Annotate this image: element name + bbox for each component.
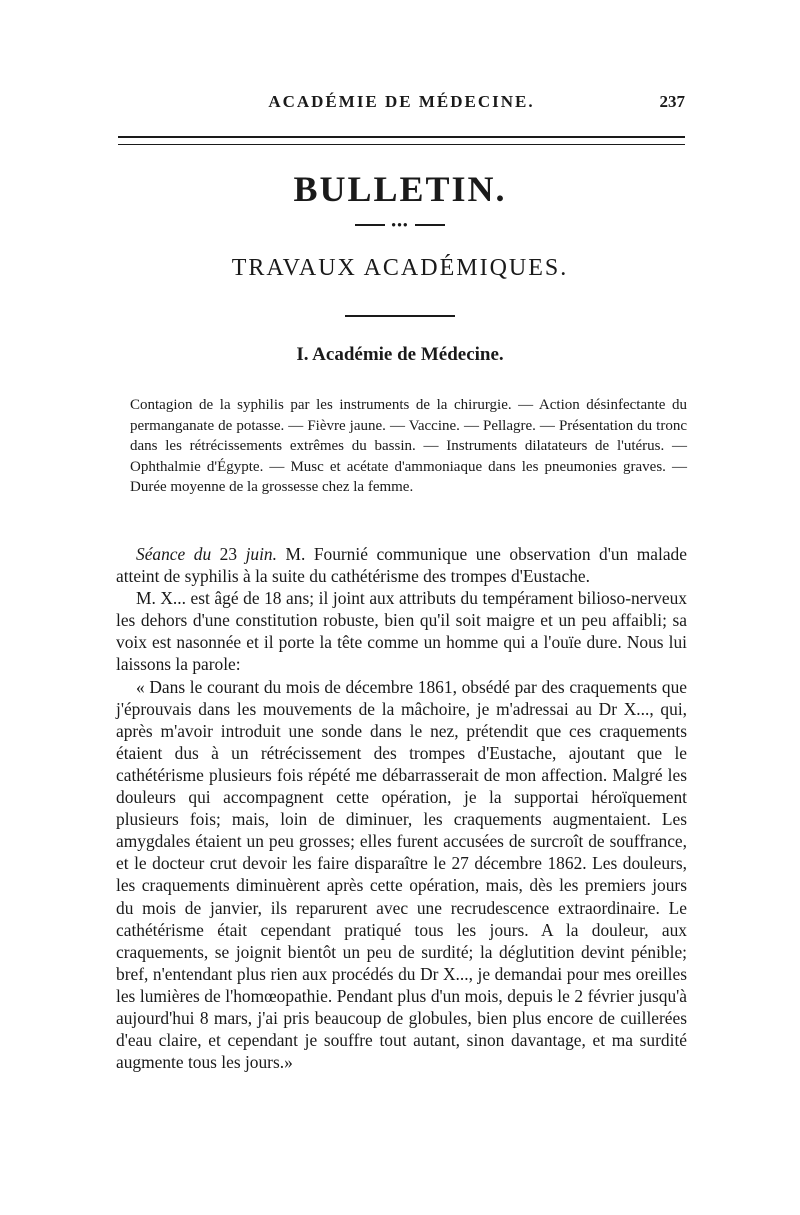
page-number: 237	[659, 92, 685, 111]
subsection-title: I. Académie de Médecine.	[296, 344, 504, 365]
ornament-line-right	[415, 224, 445, 226]
bulletin-title: BULLETIN.	[293, 169, 507, 209]
seance-label: Séance du	[136, 544, 212, 564]
ornament-dots-icon: ●●●	[391, 220, 409, 229]
ornament-divider	[355, 221, 445, 229]
seance-date-month: juin.	[245, 544, 277, 564]
paragraph-patient: M. X... est âgé de 18 ans; il joint aux attributs du tempérament bilioso-nerveux les dehors d'une constitution robuste, bien qu'il soit maigre et un peu affaibli; sa voix est nasonnée et il porte la tête comme un homme qui a l'ouïe dure. Nous lui laissons la parole:	[116, 588, 687, 675]
paragraph-seance	[116, 543, 687, 587]
seance-text: M. Fournié communique une observation d'un malade atteint de syphilis à la suite du cathétérisme des trompes d'Eustache.	[116, 544, 687, 587]
running-title: ACADÉMIE DE MÉDECINE.	[268, 92, 535, 111]
header-double-rule	[118, 136, 685, 145]
ornament-line-left	[355, 224, 385, 226]
section-title: TRAVAUX ACADÉMIQUES.	[231, 255, 569, 281]
body-text	[116, 543, 687, 1073]
paragraph-quote: « Dans le courant du mois de décembre 1861, obsédé par des craquements que j'éprouvais dans les mouvements de la mâchoire, je m'adressai au Dr X..., qui, après m'avoir introduit une sonde dans le nez, prétendit que ces craquements étaient dus à un rétrécissement des trompes d'Eustache, ajoutant que le cathétérisme plusieurs fois répété me débarrasserait de mon affection. Malgré les douleurs qui accompagnent cette opération, je la supportai héroïquement plusieurs fois; mais, loin de diminuer, les craquements augmentaient. Les amygdales étaient un peu grosses; elles furent accusées de surcroît de souffrance, et le docteur crut devoir les faire disparaître le 27 décembre 1862. Les douleurs, les craquements diminuèrent après cette opération, mais, dès les premiers jours du mois de janvier, ils reparurent avec une recrudescence extraordinaire. Le cathétérisme était cependant pratiqué tous les jours. A la douleur, aux craquements, se joignit bientôt un peu de surdité; la déglutition devint pénible; bref, n'entendant plus rien aux procédés du Dr X..., je demandai pour mes oreilles les lumières de l'homœopathie. Pendant plus d'un mois, depuis le 2 février jusqu'à aujourd'hui 8 mars, j'ai pris beaucoup de globules, bien plus encore de cuillerées d'eau claire, et cependant je souffre tout autant, sinon davantage, et ma surdité augmente tous les jours.»	[116, 676, 687, 1073]
summary-paragraph: Contagion de la syphilis par les instruments de la chirurgie. — Action désinfectante du permanganate de potasse. — Fièvre jaune. — Vaccine. — Pellagre. — Présentation du tronc dans les rétrécissements extrêmes du bassin. — Instruments dilatateurs de l'utérus. — Ophthalmie d'Égypte. — Musc et acétate d'ammoniaque dans les pneumonies graves. — Durée moyenne de la grossesse chez la femme.	[130, 397, 687, 496]
running-head	[118, 92, 685, 122]
seance-date-num: 23	[219, 544, 238, 564]
section-rule	[345, 315, 455, 317]
